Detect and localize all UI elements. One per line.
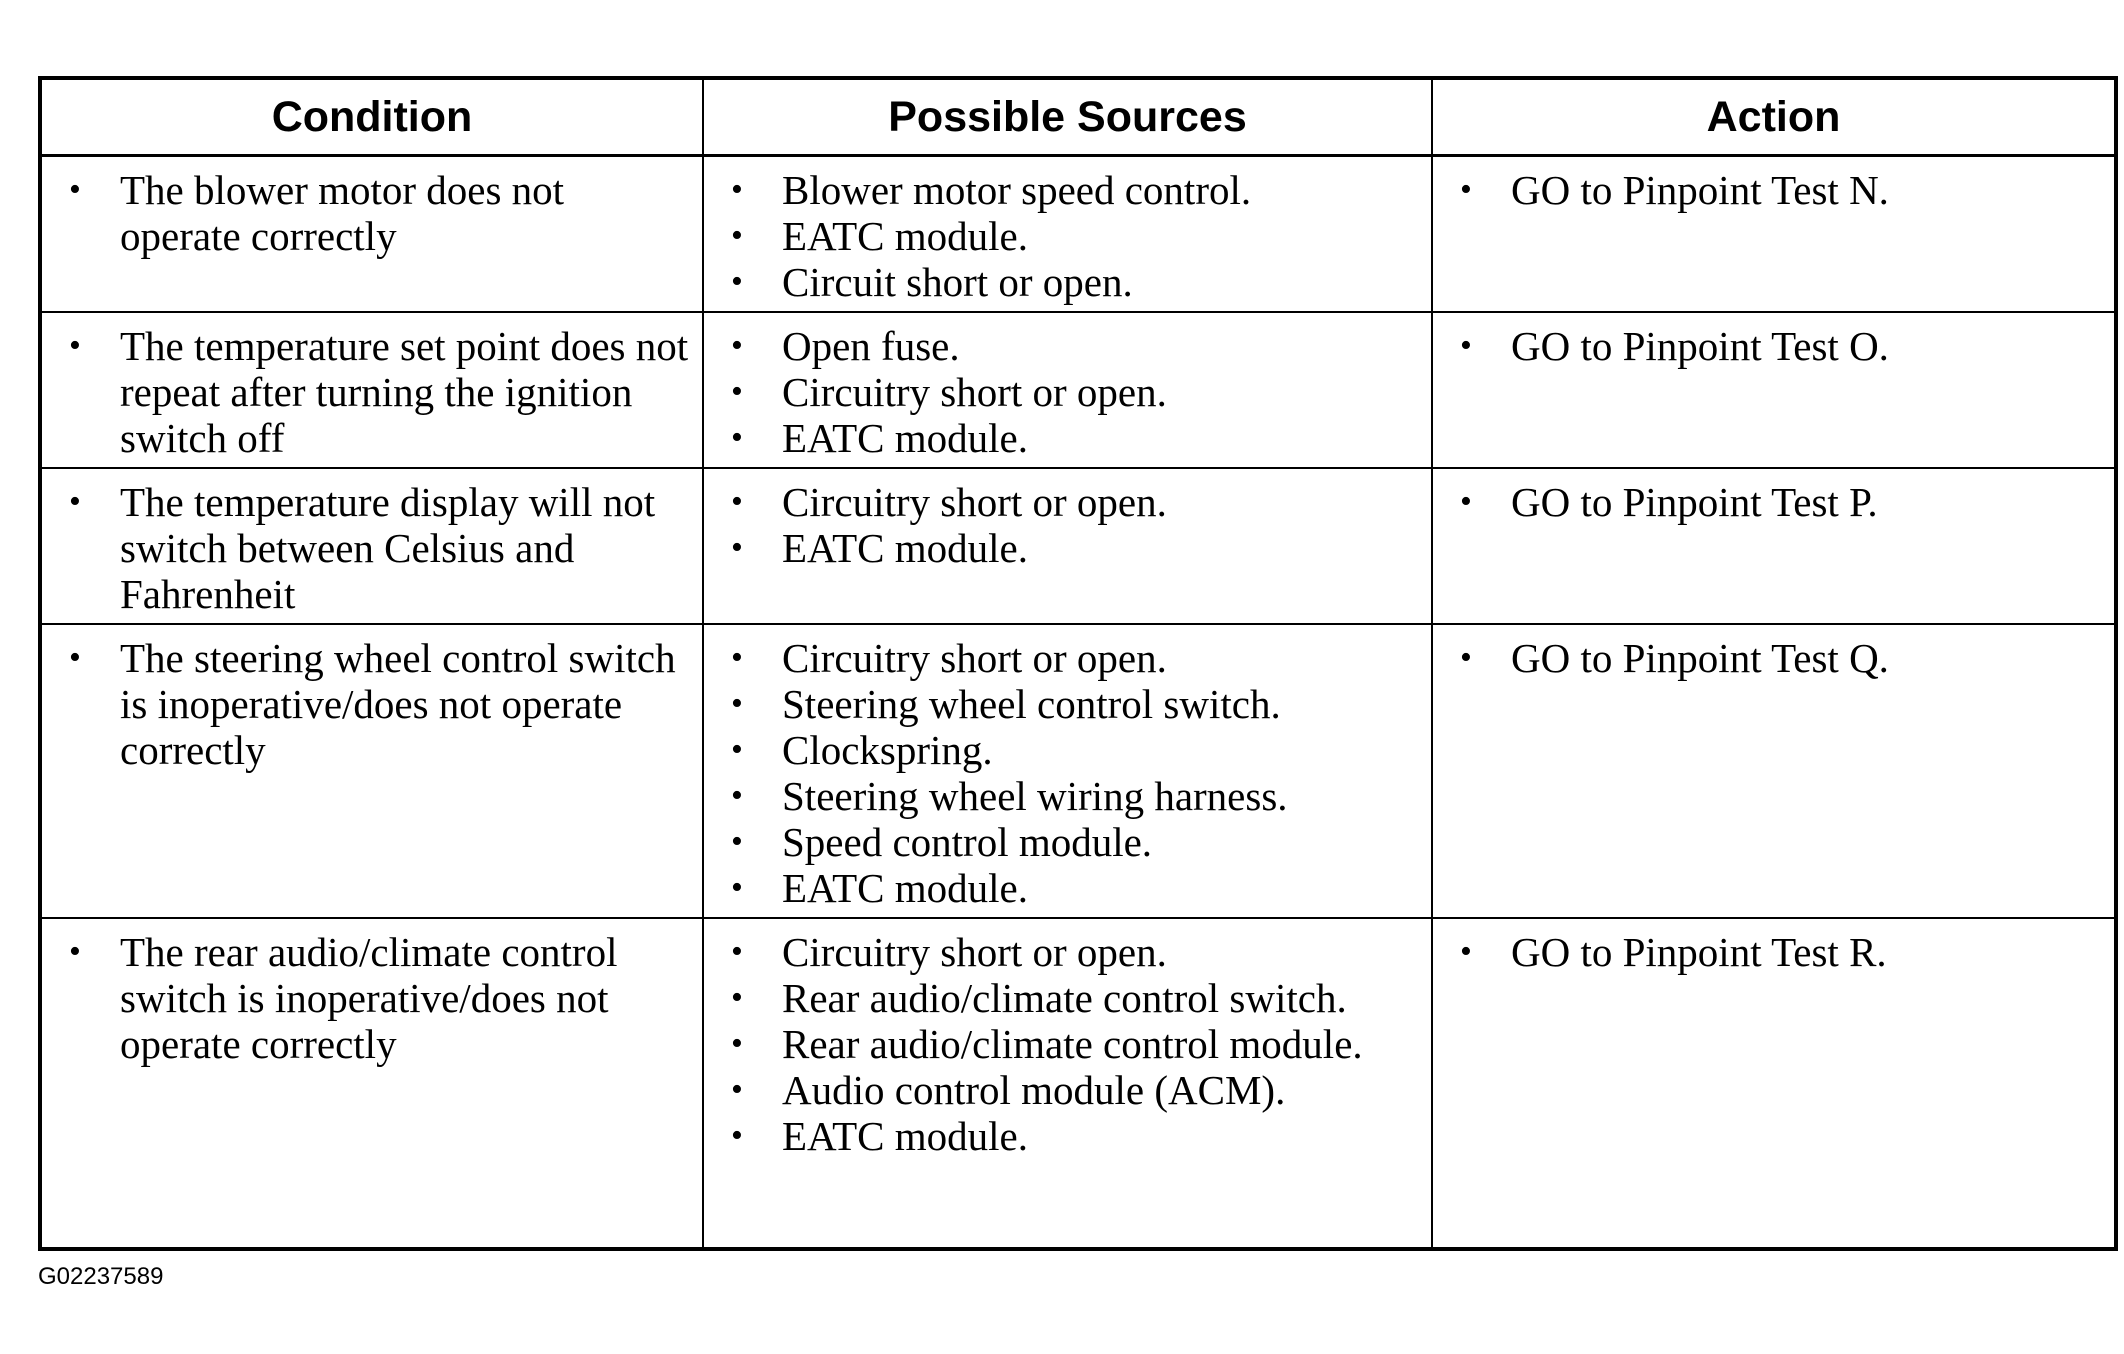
bullet-icon: • — [731, 373, 743, 410]
bullet-icon: • — [1460, 483, 1472, 520]
source-text: EATC module. — [782, 213, 1028, 259]
action-text: GO to Pinpoint Test Q. — [1511, 635, 1889, 681]
bullet-icon: • — [731, 1071, 743, 1108]
bullet-icon: • — [69, 639, 81, 676]
action-text: GO to Pinpoint Test N. — [1511, 167, 1889, 213]
list-item — [1447, 929, 2106, 975]
list-item — [718, 369, 1423, 415]
action-list — [1447, 323, 2106, 369]
sources-cell — [703, 918, 1432, 1249]
table-row — [40, 918, 2116, 1249]
condition-list — [56, 479, 694, 617]
list-item — [718, 865, 1423, 911]
bullet-icon: • — [69, 327, 81, 364]
source-text: Rear audio/climate control switch. — [782, 975, 1347, 1021]
condition-text: The blower motor does not operate correctly — [120, 167, 565, 259]
sources-cell — [703, 156, 1432, 313]
list-item — [718, 167, 1423, 213]
source-text: Circuitry short or open. — [782, 479, 1167, 525]
bullet-icon: • — [1460, 327, 1472, 364]
bullet-icon: • — [69, 933, 81, 970]
source-text: Circuit short or open. — [782, 259, 1133, 305]
action-text: GO to Pinpoint Test P. — [1511, 479, 1878, 525]
list-item — [56, 635, 694, 773]
condition-list — [56, 929, 694, 1067]
list-item — [1447, 479, 2106, 525]
list-item — [718, 681, 1423, 727]
condition-cell — [40, 468, 703, 624]
bullet-icon: • — [731, 731, 743, 768]
bullet-icon: • — [731, 823, 743, 860]
condition-text: The temperature set point does not repeat after turning the ignition switch off — [120, 323, 689, 461]
condition-list — [56, 323, 694, 461]
source-text: EATC module. — [782, 865, 1028, 911]
bullet-icon: • — [731, 639, 743, 676]
list-item — [718, 415, 1423, 461]
list-item — [56, 167, 694, 259]
list-item — [718, 259, 1423, 305]
source-text: Circuitry short or open. — [782, 369, 1167, 415]
bullet-icon: • — [731, 1117, 743, 1154]
list-item — [718, 1021, 1423, 1067]
list-item — [718, 727, 1423, 773]
source-text: Steering wheel control switch. — [782, 681, 1281, 727]
action-cell — [1432, 624, 2116, 918]
action-text: GO to Pinpoint Test O. — [1511, 323, 1889, 369]
action-list — [1447, 635, 2106, 681]
sources-list — [718, 167, 1423, 305]
action-cell — [1432, 918, 2116, 1249]
bullet-icon: • — [69, 483, 81, 520]
figure-id: G02237589 — [38, 1263, 164, 1290]
list-item — [1447, 323, 2106, 369]
condition-text: The steering wheel control switch is inoperative/does not operate correctly — [120, 635, 676, 773]
list-item — [56, 479, 694, 617]
condition-cell — [40, 918, 703, 1249]
source-text: Rear audio/climate control module. — [782, 1021, 1363, 1067]
table-row — [40, 624, 2116, 918]
source-text: EATC module. — [782, 525, 1028, 571]
diagnosis-table — [38, 76, 2118, 1251]
list-item — [718, 773, 1423, 819]
bullet-icon: • — [731, 419, 743, 456]
header-action: Action — [1432, 78, 2116, 156]
list-item — [718, 1067, 1423, 1113]
source-text: Open fuse. — [782, 323, 960, 369]
list-item — [718, 479, 1423, 525]
source-text: Clockspring. — [782, 727, 993, 773]
header-condition: Condition — [40, 78, 703, 156]
sources-cell — [703, 624, 1432, 918]
bullet-icon: • — [731, 933, 743, 970]
list-item — [56, 929, 694, 1067]
header-row — [40, 78, 2116, 156]
bullet-icon: • — [69, 171, 81, 208]
bullet-icon: • — [731, 869, 743, 906]
action-cell — [1432, 468, 2116, 624]
condition-cell — [40, 312, 703, 468]
sources-cell — [703, 468, 1432, 624]
sources-list — [718, 323, 1423, 461]
bullet-icon: • — [1460, 639, 1472, 676]
action-cell — [1432, 312, 2116, 468]
table-row — [40, 468, 2116, 624]
list-item — [718, 1113, 1423, 1159]
list-item — [718, 323, 1423, 369]
bullet-icon: • — [731, 171, 743, 208]
action-cell — [1432, 156, 2116, 313]
bullet-icon: • — [731, 529, 743, 566]
list-item — [1447, 635, 2106, 681]
list-item — [718, 819, 1423, 865]
action-list — [1447, 167, 2106, 213]
bullet-icon: • — [731, 979, 743, 1016]
bullet-icon: • — [1460, 933, 1472, 970]
sources-list — [718, 479, 1423, 571]
bullet-icon: • — [731, 263, 743, 300]
list-item — [1447, 167, 2106, 213]
condition-text: The rear audio/climate control switch is inoperative/does not operate correctly — [120, 929, 618, 1067]
bullet-icon: • — [731, 685, 743, 722]
table-row — [40, 156, 2116, 313]
action-list — [1447, 479, 2106, 525]
action-text: GO to Pinpoint Test R. — [1511, 929, 1887, 975]
source-text: Speed control module. — [782, 819, 1153, 865]
bullet-icon: • — [731, 483, 743, 520]
header-possible-sources: Possible Sources — [703, 78, 1432, 156]
source-text: Audio control module (ACM). — [782, 1067, 1286, 1113]
bullet-icon: • — [1460, 171, 1472, 208]
source-text: Steering wheel wiring harness. — [782, 773, 1288, 819]
bullet-icon: • — [731, 777, 743, 814]
action-list — [1447, 929, 2106, 975]
sources-list — [718, 635, 1423, 911]
table-row — [40, 312, 2116, 468]
source-text: Circuitry short or open. — [782, 635, 1167, 681]
condition-list — [56, 167, 694, 259]
condition-cell — [40, 156, 703, 313]
list-item — [718, 525, 1423, 571]
sources-list — [718, 929, 1423, 1159]
bullet-icon: • — [731, 327, 743, 364]
source-text: Circuitry short or open. — [782, 929, 1167, 975]
condition-text: The temperature display will not switch between Celsius and Fahrenheit — [120, 479, 656, 617]
condition-list — [56, 635, 694, 773]
sources-cell — [703, 312, 1432, 468]
source-text: Blower motor speed control. — [782, 167, 1252, 213]
list-item — [56, 323, 694, 461]
bullet-icon: • — [731, 1025, 743, 1062]
bullet-icon: • — [731, 217, 743, 254]
condition-cell — [40, 624, 703, 918]
list-item — [718, 975, 1423, 1021]
list-item — [718, 929, 1423, 975]
source-text: EATC module. — [782, 1113, 1028, 1159]
list-item — [718, 635, 1423, 681]
list-item — [718, 213, 1423, 259]
source-text: EATC module. — [782, 415, 1028, 461]
